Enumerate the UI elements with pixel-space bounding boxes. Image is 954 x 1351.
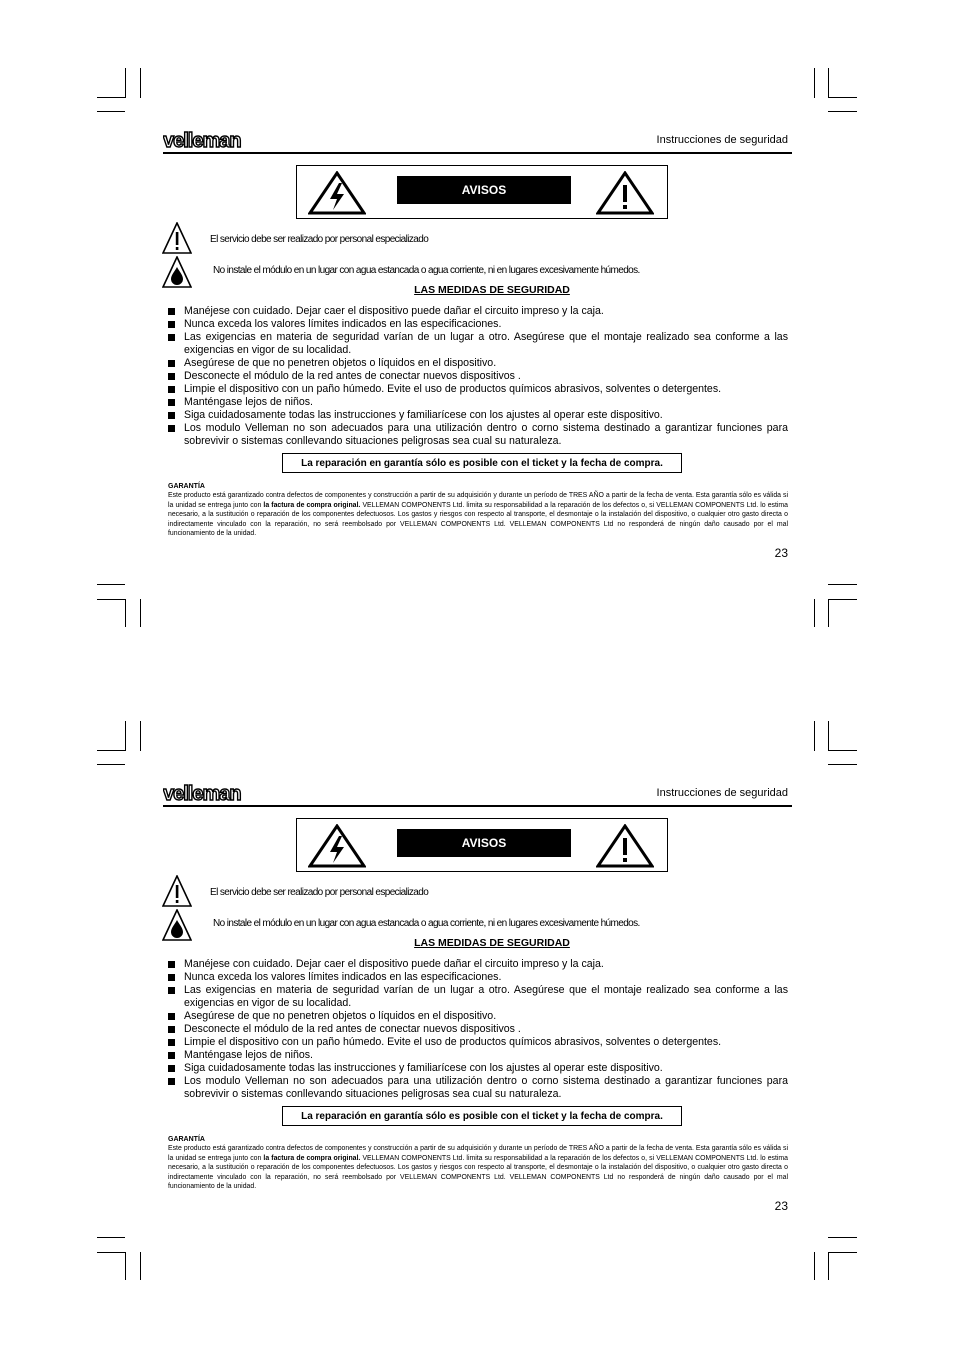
exclamation-warning-icon (596, 171, 654, 215)
caution-icon (162, 875, 192, 907)
section-title: LAS MEDIDAS DE SEGURIDAD (414, 937, 570, 949)
service-warning: El servicio debe ser realizado por personal especializado (210, 234, 429, 245)
water-warning: No instale el módulo en un lugar con agua estancada o agua corriente, ni en lugares excesivamente húmedos. (213, 265, 640, 276)
high-voltage-icon (308, 171, 366, 215)
list-item: Los modulo Velleman no son adecuados para una utilización dentro o corno sistema destinado a garantizar funciones para sobrevivir o sistemas conllevando situaciones peligrosas sea cual su naturaleza. (166, 422, 788, 448)
manual-page-top (0, 0, 954, 653)
velleman-logo (163, 783, 255, 805)
warranty-title: GARANTÍA (168, 1136, 205, 1143)
list-item: Asegúrese de que no penetren objetos o líquidos en el dispositivo. (166, 1010, 788, 1023)
list-item: Nunca exceda los valores límites indicados en las especificaciones. (166, 318, 788, 331)
warranty-text: Este producto está garantizado contra defectos de componentes y construcción a partir de su adquisición y durante un período de TRES AÑO a partir de la fecha de venta. Esta garantía sólo es válida si la unidad se entrega junto con la factura de compra original. VELLEMAN COMPONENTS Ltd. limita su responsabilidad a la reparación de los defectos o, si VELLEMAN COMPONENTS Ltd. lo estima necesario, a la sustitución o reparación de los componentes defectuosos. Los gastos y riesgos con respecto al transporte, el desmontaje o la instalación del dispositivo, o cualquier otro gasto directa o indirectamente vinculado con la reparación, no será reembolsado por VELLEMAN COMPONENTS Ltd. VELLEMAN COMPONENTS Ltd no responderá de ningún daño causado por el mal funcionamiento de la unidad. (168, 492, 788, 537)
svg-text:velleman: velleman (163, 783, 241, 805)
safety-list (166, 958, 788, 1101)
svg-text:velleman: velleman (163, 130, 241, 152)
warranty-title: GARANTÍA (168, 483, 205, 490)
manual-page-bottom (0, 653, 954, 1306)
water-warning: No instale el módulo en un lugar con agua estancada o agua corriente, ni en lugares excesivamente húmedos. (213, 918, 640, 929)
header-divider (163, 805, 792, 807)
velleman-logo (163, 130, 255, 152)
avisos-label: AVISOS (397, 176, 571, 204)
section-title: LAS MEDIDAS DE SEGURIDAD (414, 284, 570, 296)
list-item: Manéjese con cuidado. Dejar caer el dispositivo puede dañar el circuito impreso y la caja. (166, 305, 788, 318)
avisos-label: AVISOS (397, 829, 571, 857)
page-number: 23 (774, 1199, 788, 1213)
list-item: Las exigencias en materia de seguridad varían de un lugar a otro. Asegúrese que el montaje realizado sea conforme a las exigencias en vigor de su localidad. (166, 984, 788, 1010)
page-number: 23 (774, 546, 788, 560)
service-warning: El servicio debe ser realizado por personal especializado (210, 887, 429, 898)
safety-list (166, 305, 788, 448)
list-item: Manéjese con cuidado. Dejar caer el dispositivo puede dañar el circuito impreso y la caja. (166, 958, 788, 971)
list-item: Manténgase lejos de niños. (166, 396, 788, 409)
list-item: Limpie el dispositivo con un paño húmedo. Evite el uso de productos químicos abrasivos, solventes o detergentes. (166, 383, 788, 396)
list-item: Desconecte el módulo de la red antes de conectar nuevos dispositivos . (166, 370, 788, 383)
header-title: Instrucciones de seguridad (656, 787, 788, 799)
list-item: Nunca exceda los valores límites indicados en las especificaciones. (166, 971, 788, 984)
avisos-banner (296, 165, 668, 219)
repair-notice: La reparación en garantía sólo es posible con el ticket y la fecha de compra. (282, 1106, 682, 1126)
caution-icon (162, 222, 192, 254)
warranty-text: Este producto está garantizado contra defectos de componentes y construcción a partir de su adquisición y durante un período de TRES AÑO a partir de la fecha de venta. Esta garantía sólo es válida si la unidad se entrega junto con la factura de compra original. VELLEMAN COMPONENTS Ltd. limita su responsabilidad a la reparación de los defectos o, si VELLEMAN COMPONENTS Ltd. lo estima necesario, a la sustitución o reparación de los componentes defectuosos. Los gastos y riesgos con respecto al transporte, el desmontaje o la instalación del dispositivo, o cualquier otro gasto directa o indirectamente vinculado con la reparación, no será reembolsado por VELLEMAN COMPONENTS Ltd. VELLEMAN COMPONENTS Ltd no responderá de ningún daño causado por el mal funcionamiento de la unidad. (168, 1145, 788, 1190)
list-item: Asegúrese de que no penetren objetos o líquidos en el dispositivo. (166, 357, 788, 370)
list-item: Manténgase lejos de niños. (166, 1049, 788, 1062)
list-item: Limpie el dispositivo con un paño húmedo. Evite el uso de productos químicos abrasivos, solventes o detergentes. (166, 1036, 788, 1049)
list-item: Los modulo Velleman no son adecuados para una utilización dentro o corno sistema destinado a garantizar funciones para sobrevivir o sistemas conllevando situaciones peligrosas sea cual su naturaleza. (166, 1075, 788, 1101)
list-item: Siga cuidadosamente todas las instrucciones y familiarícese con los ajustes al operar este dispositivo. (166, 409, 788, 422)
list-item: Desconecte el módulo de la red antes de conectar nuevos dispositivos . (166, 1023, 788, 1036)
header-divider (163, 152, 792, 154)
repair-notice: La reparación en garantía sólo es posible con el ticket y la fecha de compra. (282, 453, 682, 473)
list-item: Siga cuidadosamente todas las instrucciones y familiarícese con los ajustes al operar este dispositivo. (166, 1062, 788, 1075)
header-title: Instrucciones de seguridad (656, 134, 788, 146)
exclamation-warning-icon (596, 824, 654, 868)
high-voltage-icon (308, 824, 366, 868)
avisos-banner (296, 818, 668, 872)
list-item: Las exigencias en materia de seguridad varían de un lugar a otro. Asegúrese que el montaje realizado sea conforme a las exigencias en vigor de su localidad. (166, 331, 788, 357)
